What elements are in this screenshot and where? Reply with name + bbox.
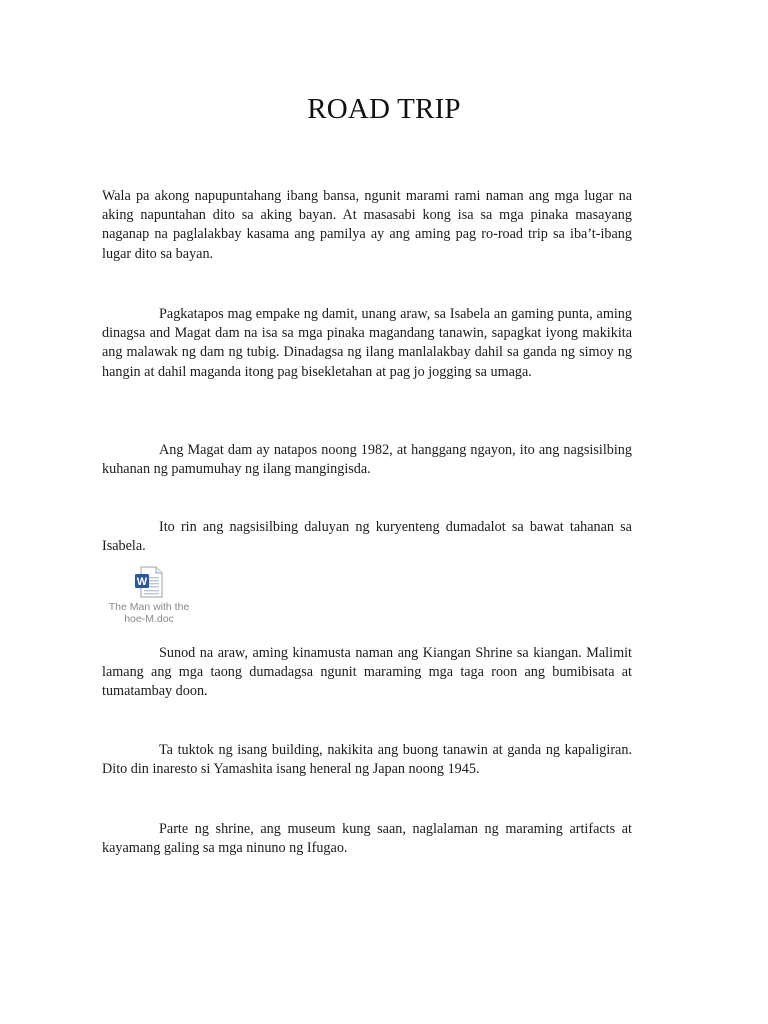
embedded-doc-label xyxy=(100,601,198,625)
embedded-doc-label-line1: The Man with the xyxy=(108,601,190,613)
embedded-doc-attachment[interactable] xyxy=(100,566,198,625)
word-document-icon xyxy=(134,566,164,598)
document-title: ROAD TRIP xyxy=(307,93,461,125)
svg-text:W: W xyxy=(136,576,148,588)
paragraph-magat-dam-history: Ang Magat dam ay natapos noong 1982, at hanggang ngayon, ito ang nagsisilbing kuhanan ng pamumuhay ng ilang mangingisda. xyxy=(102,442,632,478)
embedded-doc-label-line2: hoe-M.doc xyxy=(124,613,174,625)
paragraph-magat-dam-power: Ito rin ang nagsisilbing daluyan ng kuryenteng dumadalot sa bawat tahanan sa Isabela. xyxy=(102,519,632,555)
paragraph-museum: Parte ng shrine, ang museum kung saan, naglalaman ng maraming artifacts at kayamang galing sa mga ninuno ng Ifugao. xyxy=(102,821,632,857)
paragraph-intro: Wala pa akong napupuntahang ibang bansa, ngunit marami rami naman ang mga lugar na aking napuntahan dito sa aking bayan. At masasabi kong isa sa mga pinaka masayang naganap na paglalakbay kasama ang pamilya ay ang aming pag ro-road trip sa iba’t-ibang lugar dito sa bayan. xyxy=(102,188,632,262)
paragraph-building-view: Ta tuktok ng isang building, nakikita ang buong tanawin at ganda ng kapaligiran. Dito din inaresto si Yamashita isang heneral ng Japan noong 1945. xyxy=(102,742,632,778)
paragraph-isabela: Pagkatapos mag empake ng damit, unang araw, sa Isabela an gaming punta, aming dinagsa and Magat dam na isa sa mga pinaka magandang tanawin, sapagkat iyong makikita ang malawak ng dam ng tubig. Dinadagsa ng ilang manlalakbay dahil sa ganda ng simoy ng hangin at dahil maganda itong pag bisekletahan at pag jo jogging sa umaga. xyxy=(102,306,632,380)
paragraph-kiangan-shrine: Sunod na araw, aming kinamusta naman ang Kiangan Shrine sa kiangan. Malimit lamang ang mga taong dumadagsa ngunit maraming mga taga roon ang bumibisata at tumatambay doon. xyxy=(102,645,632,700)
